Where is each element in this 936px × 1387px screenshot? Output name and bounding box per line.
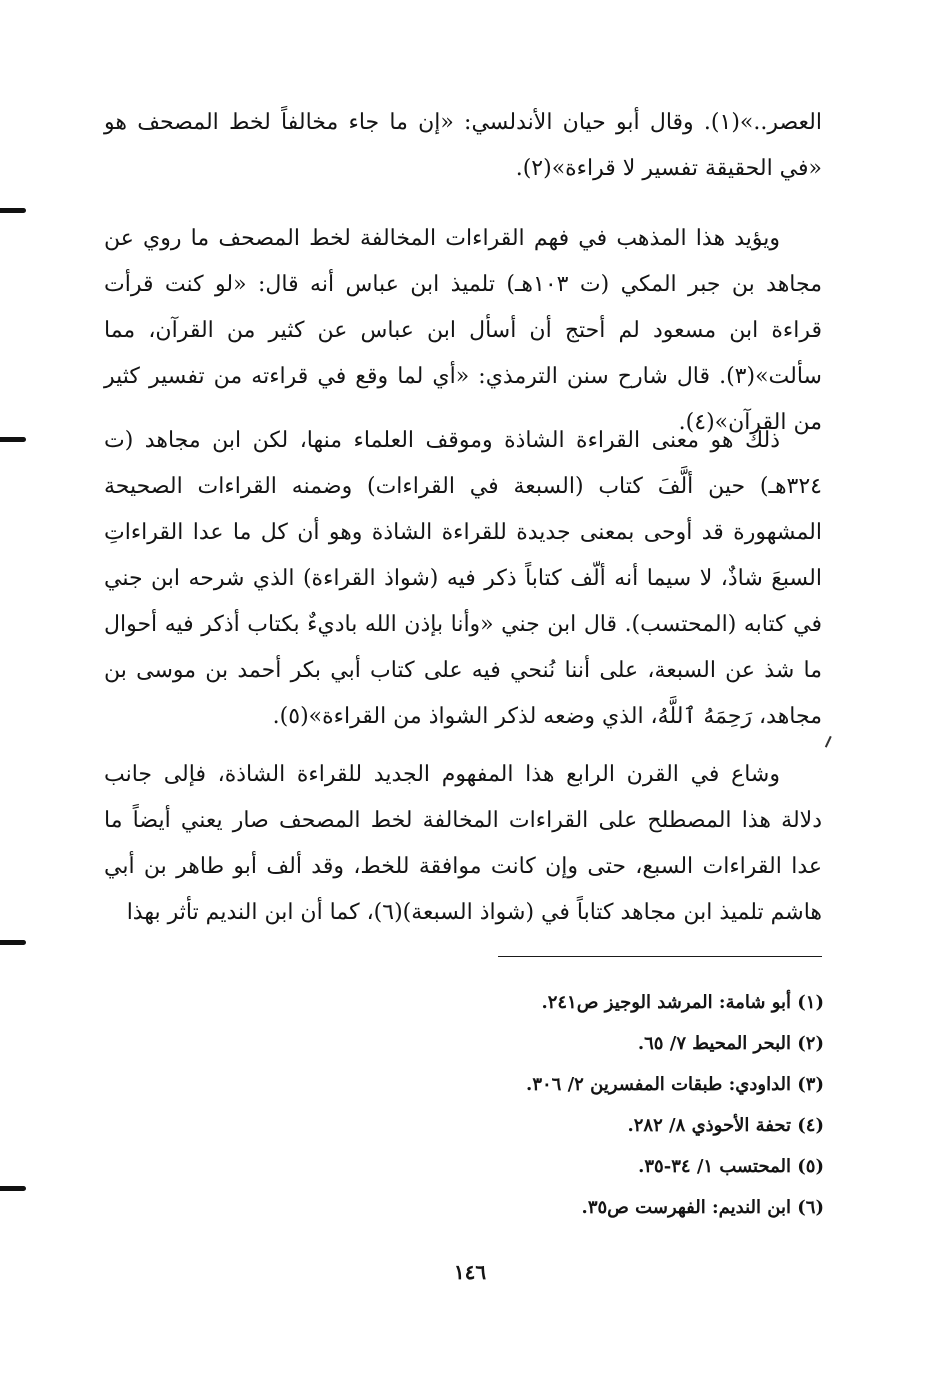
footnote-5: (٥) المحتسب ١/ ٣٤-٣٥. — [638, 1156, 824, 1177]
scan-edge-mark — [0, 208, 26, 213]
footnotes-list — [420, 982, 824, 1228]
footnote-3: (٣) الداودي: طبقات المفسرين ٢/ ٣٠٦. — [526, 1074, 824, 1095]
footnote-6: (٦) ابن النديم: الفهرست ص٣٥. — [581, 1197, 824, 1218]
scan-edge-mark — [0, 437, 26, 442]
footnote-2: (٢) البحر المحيط ٧/ ٦٥. — [637, 1033, 824, 1054]
page-number: ١٤٦ — [453, 1260, 487, 1284]
paragraph-1: العصر..»(١). وقال أبو حيان الأندلسي: «إن ما جاء مخالفاً لخط المصحف هو «في الحقيقة تفسير لا قراءة»(٢). — [104, 110, 822, 181]
scan-edge-mark — [0, 1186, 26, 1191]
paragraph-2: ويؤيد هذا المذهب في فهم القراءات المخالفة لخط المصحف ما روي عن مجاهد بن جبر المكي (ت ١٠٣هـ) تلميذ ابن عباس أنه قال: «لو كنت قرأت قراءة ابن مسعود لم أحتج أن أسأل ابن عباس عن كثير من القرآن، مما سألت»(٣). قال شارح سنن الترمذي: «أي لما وقع في قراءته من تفسير كثير من القرآن»(٤). — [104, 226, 822, 435]
stray-pen-mark — [825, 736, 837, 750]
paragraph-4: وشاع في القرن الرابع هذا المفهوم الجديد للقراءة الشاذة، فإلى جانب دلالة هذا المصطلح على القراءات المخالفة لخط المصحف صار يعني أيضاً ما عدا القراءات السبع، حتى وإن كانت موافقة للخط، وقد ألف أبو طاهر بن أبي هاشم تلميذ ابن مجاهد كتاباً في (شواذ السبعة)(٦)، كما أن ابن النديم تأثر بهذا — [104, 762, 822, 925]
footnote-4: (٤) تحفة الأحوذي ٨/ ٢٨٢. — [627, 1115, 824, 1136]
scan-edge-mark — [0, 940, 26, 945]
paragraph-3: ذلك هو معنى القراءة الشاذة وموقف العلماء منها، لكن ابن مجاهد (ت ٣٢٤هـ) حين ألَّفَ كتاب (السبعة في القراءات) وضمنه القراءات الصحيحة المشهورة قد أوحى بمعنى جديدة للقراءة الشاذة وهو أن كل ما عدا القراءاتِ السبعَ شاذٌ، لا سيما أنه ألّف كتاباً ذكر فيه (شواذ القراءة) الذي شرحه ابن جني في كتابه (المحتسب). قال ابن جني «وأنا بإذن الله باديءٌ بكتاب أذكر فيه أحوال ما شذ عن السبعة، على أننا نُنحي فيه على كتاب أبي بكر أحمد بن موسى بن مجاهد، رَحِمَهُ ٱللَّهُ، الذي وضعه لذكر الشواذ من القراءة»(٥). — [104, 428, 822, 729]
footnote-separator — [498, 956, 822, 957]
footnote-1: (١) أبو شامة: المرشد الوجيز ص٢٤١. — [541, 992, 824, 1013]
